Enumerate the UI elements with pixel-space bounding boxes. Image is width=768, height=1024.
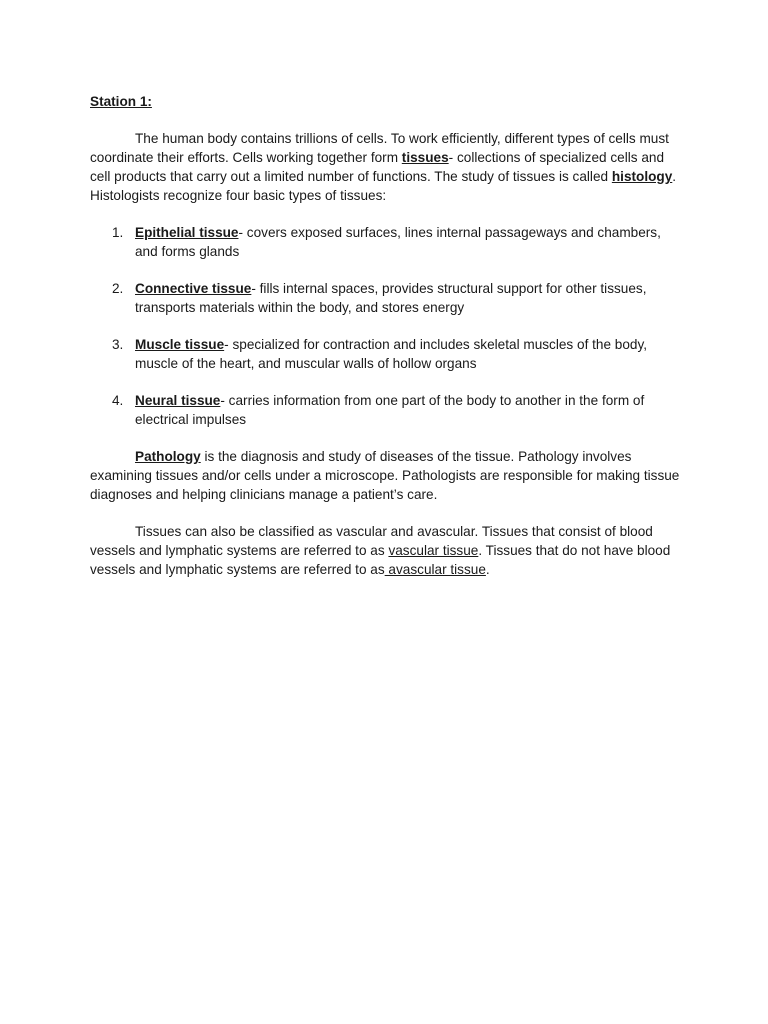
- list-description: - covers exposed surfaces, lines internal passageways and chambers, and forms glands: [135, 225, 661, 259]
- list-item: [90, 223, 680, 261]
- term-tissues: tissues: [401, 150, 449, 165]
- term-pathology: Pathology: [135, 449, 201, 464]
- vascular-text-1: Tissues can also be classified as vascular and avascular. Tissues that consist of blood vessels and lymphatic systems are referred to as: [90, 524, 653, 558]
- station-heading: Station 1:: [90, 94, 152, 109]
- list-number: 4.: [112, 393, 124, 408]
- list-description: - fills internal spaces, provides structural support for other tissues, transports materials within the body, and stores energy: [135, 281, 647, 315]
- intro-text-2: - collections of specialized cells and cell products that carry out a limited number of functions. The study of tissues is called: [90, 150, 664, 184]
- pathology-text: is the diagnosis and study of diseases of the tissue. Pathology involves examining tissues and/or cells under a microscope. Pathologists are responsible for making tissue diagnoses and helping clinicians manage a patient’s care.: [90, 449, 680, 502]
- list-number: 3.: [112, 337, 124, 352]
- vascular-text-3: .: [485, 562, 490, 577]
- term-histology: histology: [611, 169, 673, 184]
- document-page: [90, 92, 680, 597]
- term-neural-tissue: Neural tissue: [135, 393, 221, 408]
- intro-paragraph: [90, 129, 680, 205]
- tissue-types-list: [90, 223, 680, 429]
- list-item: [90, 391, 680, 429]
- list-item: [90, 335, 680, 373]
- term-connective-tissue: Connective tissue: [135, 281, 252, 296]
- intro-text-1: The human body contains trillions of cells. To work efficiently, different types of cells must coordinate their efforts. Cells working together form: [90, 131, 669, 165]
- list-number: 2.: [112, 281, 124, 296]
- list-number: 1.: [112, 225, 124, 240]
- term-vascular-tissue: vascular tissue: [388, 543, 479, 558]
- vascular-paragraph: [90, 522, 680, 579]
- intro-text-3: . Histologists recognize four basic types of tissues:: [90, 169, 677, 203]
- list-description: - carries information from one part of the body to another in the form of electrical impulses: [135, 393, 645, 427]
- list-item: [90, 279, 680, 317]
- pathology-paragraph: [90, 447, 680, 504]
- term-avascular-tissue: avascular tissue: [384, 562, 486, 577]
- term-epithelial-tissue: Epithelial tissue: [135, 225, 239, 240]
- vascular-text-2: . Tissues that do not have blood vessels and lymphatic systems are referred to as: [90, 543, 671, 577]
- term-muscle-tissue: Muscle tissue: [135, 337, 225, 352]
- list-description: - specialized for contraction and includes skeletal muscles of the body, muscle of the heart, and muscular walls of hollow organs: [135, 337, 648, 371]
